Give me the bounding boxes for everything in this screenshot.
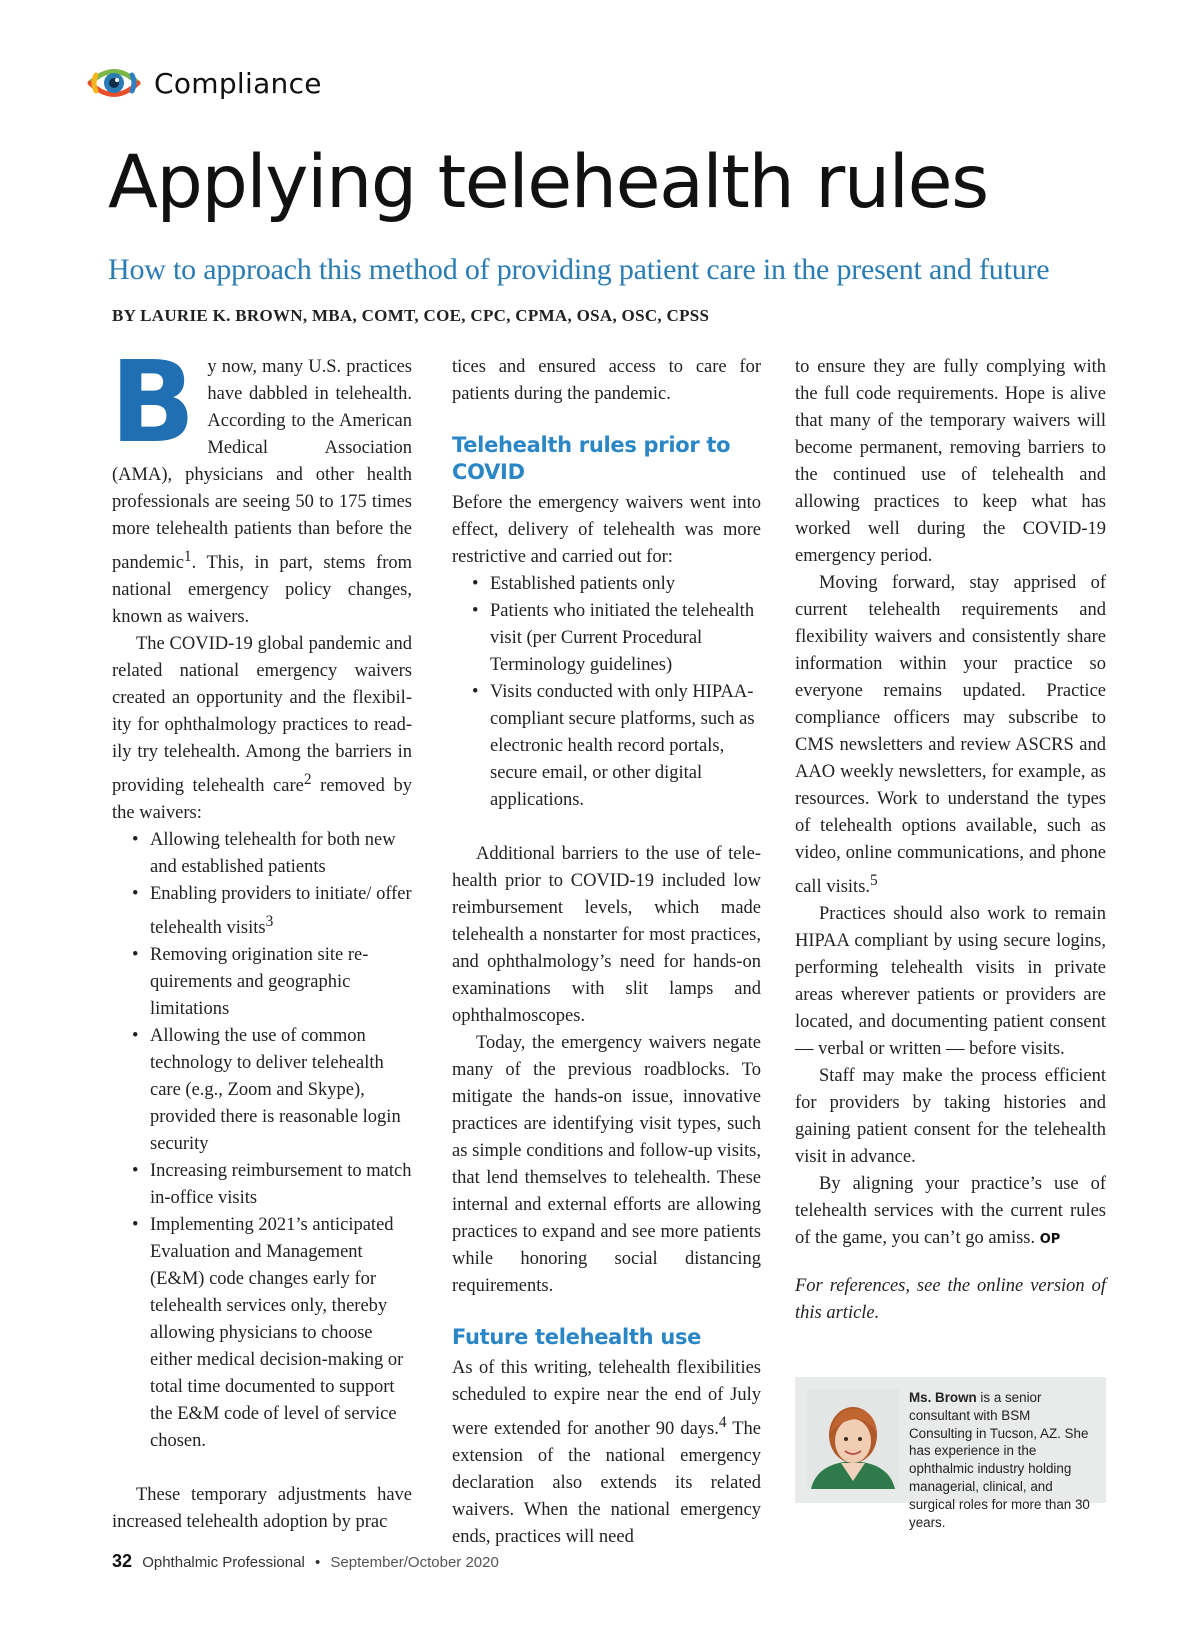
footnote-ref: 4 <box>718 1414 727 1431</box>
paragraph <box>452 1355 761 1551</box>
column-3 <box>795 354 1106 1327</box>
footer-separator: • <box>314 1554 321 1571</box>
footnote-ref: 5 <box>870 872 878 889</box>
waiver-list <box>112 827 412 1455</box>
paragraph-text: Moving forward, stay apprised of current telehealth requirements and flexibility waivers and consistently share information within your practice so everyone remains updated. Practice compliance officers may subscribe to CMS newsletters and review ASCRS and AAO weekly newsletters, for example, as resources. Work to understand the types of telehealth options available, such as video, online communications, and phone call visits. <box>795 573 1106 898</box>
paragraph: Before the emergency waivers went into effect, delivery of telehealth was more restrictive and carried out for: <box>452 493 761 567</box>
paragraph: These temporary adjustments have increased telehealth adoption by prac <box>112 1485 412 1533</box>
author-photo <box>807 1389 899 1489</box>
subhead: Telehealth rules prior to COVID <box>452 433 731 484</box>
eye-icon <box>86 62 142 104</box>
list-item-text: Enabling providers to initiate/ offer telehealth visits <box>150 884 412 939</box>
paragraph: tices and ensured access to care for patients during the pandemic. <box>452 357 761 404</box>
article-subtitle: How to approach this method of providing patient care in the present and future <box>108 253 1050 286</box>
paragraph: Staff may make the process efficient for providers by taking histories and gaining patient consent for the telehealth visit in advance. <box>795 1066 1106 1168</box>
list-item: • Visits conducted with only HIPAA-compliant secure platforms, such as electronic health record portals, secure email, or other digital applications. <box>452 679 761 814</box>
paragraph: to ensure they are fully complying with the full code requirements. Hope is alive that many of the temporary waivers will become permanent, removing barriers to the continued use of telehealth and allowing practices to keep what has worked well during the COVID-19 emergency period. <box>795 357 1106 566</box>
subhead: Future telehealth use <box>452 1325 702 1349</box>
bio-description: is a senior consultant with BSM Consulting in Tucson, AZ. She has experience in the ophthalmic industry holding managerial, clinical, and surgical roles for more than 30 years. <box>909 1390 1090 1530</box>
list-item: • Established patients only <box>452 571 761 598</box>
paragraph-text: y now, many U.S. practices have dabbled in telehealth. According to the American Medical Association (AMA), physicians and other health professionals are seeing 50 to 175 times more telehealth patients than before the pandemic <box>112 357 412 574</box>
author-bio <box>795 1377 1106 1530</box>
paragraph <box>795 570 1106 901</box>
paragraph-text: The COVID-19 global pandemic and related national emergency waivers created an opportunity and the flexibility for ophthalmology practices to readily try telehealth. Among the barriers in providing telehealth care <box>112 634 412 797</box>
byline: BY LAURIE K. BROWN, MBA, COMT, COE, CPC, CPMA, OSA, OSC, CPSS <box>112 306 710 325</box>
list-item: • Allowing telehealth for both new and established patients <box>112 827 412 881</box>
drop-cap: B <box>110 338 196 468</box>
footnote-ref: 3 <box>265 913 274 931</box>
article-title: Applying telehealth rules <box>108 140 988 225</box>
end-mark: OP <box>1039 1232 1061 1248</box>
list-item: • Increasing reimbursement to match in-office visits <box>112 1158 412 1212</box>
pre-covid-list <box>452 571 761 814</box>
paragraph-text: As of this writing, telehealth flexibilities scheduled to expire near the end of July were extended for another 90 days. <box>452 1358 761 1440</box>
bio-name: Ms. Brown <box>909 1390 977 1405</box>
list-item: • Implementing 2021’s anticipated Evaluation and Management (E&M) code changes early for telehealth services only, thereby allowing physicians to choose either medical decision-making or total time documented to support the E&M code of level of service chosen. <box>112 1212 412 1455</box>
column-2 <box>452 354 761 1551</box>
footnote-ref: 1 <box>183 548 192 565</box>
footnote-ref: 2 <box>303 771 312 789</box>
paragraph <box>795 1171 1106 1253</box>
section-label: Compliance <box>154 66 322 100</box>
list-item: • Allowing the use of common technology to deliver telehealth care (e.g., Zoom and Skype), provided there is reasonable login security <box>112 1023 412 1158</box>
section-header <box>86 62 322 104</box>
paragraph: Additional barriers to the use of telehealth prior to COVID-19 included low reimbursement levels, which made telehealth a nonstarter for most practices, and ophthalmology’s need for hands-on examinations with slit lamps and ophthalmoscopes. <box>452 844 761 1026</box>
paragraph <box>110 338 412 631</box>
paragraph-text: . This, in part, stems from national emergency policy changes, known as waivers. <box>112 553 412 628</box>
publication-name: Ophthalmic Professional <box>142 1554 305 1571</box>
list-item <box>112 881 412 942</box>
bio-text <box>909 1389 1094 1530</box>
paragraph <box>112 631 412 827</box>
paragraph-text: The extension of the national emergency declaration also extends its related waivers. When the national emergency ends, practices will need <box>452 1419 762 1548</box>
paragraph: Today, the emergency waivers negate many of the previous roadblocks. To mitigate the hands-on issue, innovative practices are identifying visit types, such as simple conditions and follow-up visits, that lend themselves to telehealth. These internal and external efforts are allowing practices to expand and see more patients while honoring social distancing requirements. <box>452 1033 761 1296</box>
column-1 <box>110 338 412 1536</box>
issue-date: September/October 2020 <box>330 1554 499 1571</box>
references-note: For references, see the online version of this article. <box>795 1276 1106 1324</box>
page-number: 32 <box>112 1551 133 1571</box>
paragraph: Practices should also work to remain HIPAA compliant by using secure logins, performing telehealth visits in private areas wherever patients or providers are located, and documenting patient consent — verbal or written — before visits. <box>795 904 1106 1060</box>
paragraph-text: By aligning your practice’s use of telehealth services with the current rules of the game, you can’t go amiss. <box>795 1174 1106 1249</box>
paragraph-text: removed by the waivers: <box>112 776 412 824</box>
list-item: • Removing origination site requirements and geographic limitations <box>112 942 412 1023</box>
list-item: • Patients who initiated the telehealth visit (per Current Procedural Terminology guidelines) <box>452 598 761 679</box>
page-footer <box>112 1551 499 1572</box>
